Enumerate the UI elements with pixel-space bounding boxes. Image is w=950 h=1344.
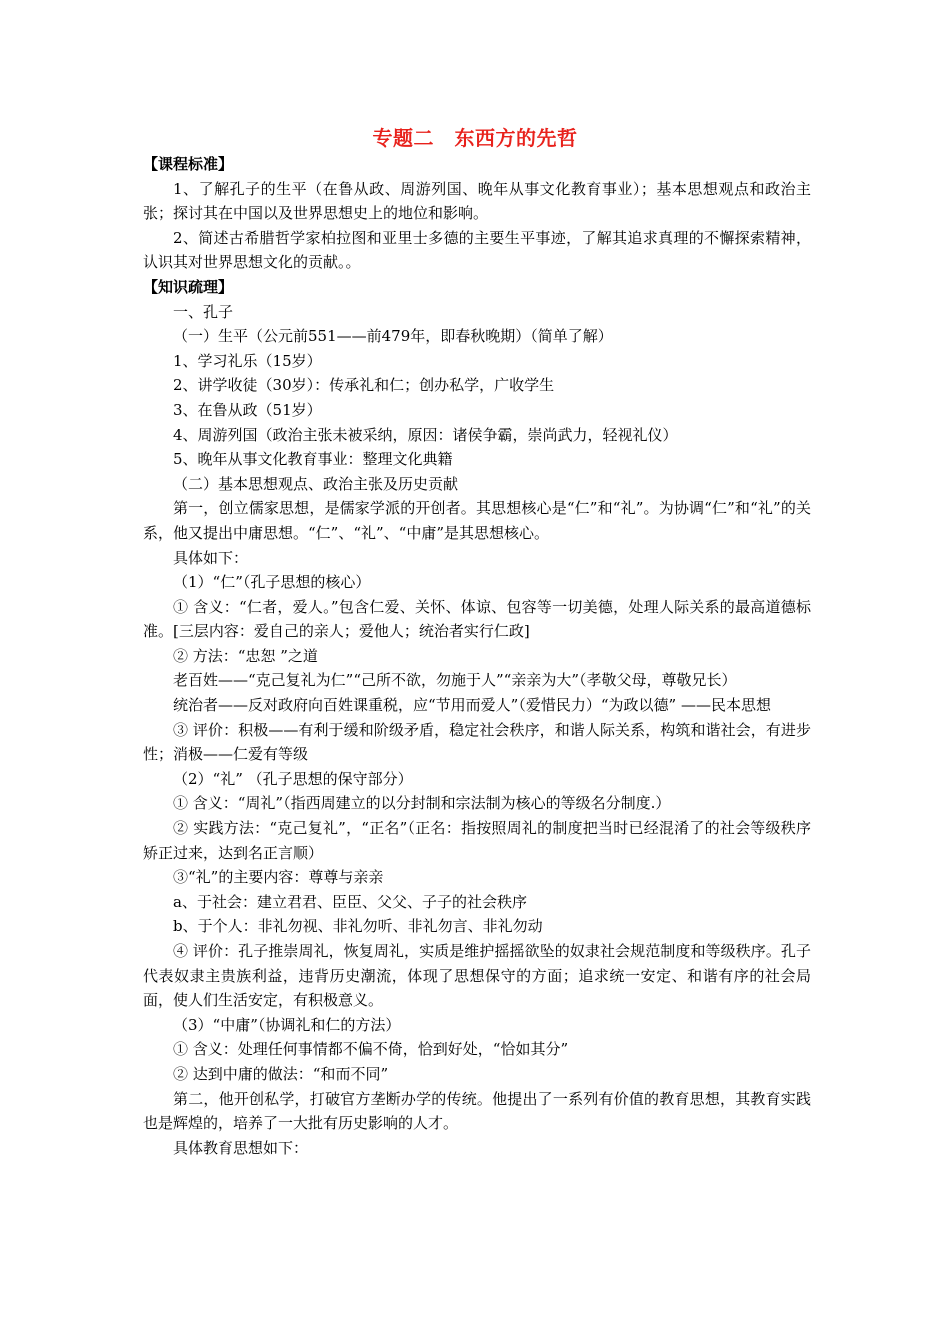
- paragraph: 2、讲学收徒（30岁）：传承礼和仁；创办私学，广收学生: [173, 376, 555, 395]
- paragraph: （一）生平（公元前551——前479年，即春秋晚期）（简单了解）: [173, 327, 613, 346]
- paragraph: ① 含义：“仁者，爱人。”包含仁爱、关怀、体谅、包容等一切美德，处理人际关系的最高道德标准。[三层内容：爱自己的亲人；爱他人；统治者实行仁政]: [143, 597, 811, 641]
- paragraph: ③“礼”的主要内容：尊尊与亲亲: [173, 868, 384, 887]
- paragraph: ① 含义：处理任何事情都不偏不倚，恰到好处，“恰如其分”: [173, 1040, 569, 1059]
- paragraph: 具体教育思想如下：: [173, 1138, 309, 1157]
- paragraph: 1、了解孔子的生平（在鲁从政、周游列国、晚年从事文化教育事业）；基本思想观点和政治主张；探讨其在中国以及世界思想史上的地位和影响。: [143, 179, 811, 223]
- paragraph: 2、简述古希腊哲学家柏拉图和亚里士多德的主要生平事迹，了解其追求真理的不懈探索精神，认识其对世界思想文化的贡献。。: [143, 228, 811, 272]
- paragraph: （1）“仁”（孔子思想的核心）: [173, 573, 371, 592]
- paragraph: b、于个人：非礼勿视、非礼勿听、非礼勿言、非礼勿动: [173, 917, 543, 936]
- paragraph: 5、晚年从事文化教育事业：整理文化典籍: [173, 450, 453, 469]
- paragraph: 1、学习礼乐（15岁）: [173, 351, 322, 370]
- paragraph: a、于社会：建立君君、臣臣、父父、子子的社会秩序: [173, 892, 527, 911]
- section-heading: 【课程标准】: [143, 155, 234, 173]
- paragraph: 第二，他开创私学，打破官方垄断办学的传统。他提出了一系列有价值的教育思想，其教育实践也是辉煌的，培养了一大批有历史影响的人才。: [143, 1089, 811, 1133]
- paragraph: （二）基本思想观点、政治主张及历史贡献: [173, 474, 459, 493]
- paragraph: 3、在鲁从政（51岁）: [173, 400, 322, 419]
- paragraph: ① 含义：“周礼”（指西周建立的以分封制和宗法制为核心的等级名分制度.）: [173, 794, 671, 813]
- paragraph: 老百姓——“克己复礼为仁”“己所不欲，勿施于人”“亲亲为大”（孝敬父母，尊敬兄长）: [173, 671, 737, 690]
- section-heading: 【知识疏理】: [143, 277, 234, 296]
- paragraph: 一、孔子: [173, 302, 234, 321]
- document-body: [143, 152, 811, 1160]
- document-title: 专题二 东西方的先哲: [372, 126, 578, 150]
- paragraph: 统治者——反对政府向百姓课重税，应“节用而爱人”（爱惜民力）“为政以德” ——民本思想: [173, 696, 771, 715]
- paragraph: 4、周游列国（政治主张未被采纳，原因：诸侯争霸，崇尚武力，轻视礼仪）: [173, 425, 678, 444]
- paragraph: （3）“中庸”（协调礼和仁的方法）: [173, 1015, 401, 1034]
- paragraph: ② 方法：“忠恕 ”之道: [173, 646, 318, 665]
- paragraph: 具体如下：: [173, 548, 249, 567]
- paragraph: ② 实践方法：“克己复礼”，“正名”（正名：指按照周礼的制度把当时已经混淆了的社会等级秩序矫正过来，达到名正言顺）: [143, 819, 811, 862]
- paragraph: （2）“礼” （孔子思想的保守部分）: [173, 769, 413, 788]
- paragraph: ② 达到中庸的做法：“和而不同”: [173, 1064, 389, 1083]
- paragraph: 第一，创立儒家思想，是儒家学派的开创者。其思想核心是“仁”和“礼”。为协调“仁”和“礼”的关系，他又提出中庸思想。“仁”、“礼”、“中庸”是其思想核心。: [143, 499, 811, 542]
- paragraph: ③ 评价：积极——有利于缓和阶级矛盾，稳定社会秩序，和谐人际关系，构筑和谐社会，有进步性；消极——仁爱有等级: [143, 720, 811, 764]
- paragraph: ④ 评价：孔子推崇周礼，恢复周礼，实质是维护摇摇欲坠的奴隶社会规范制度和等级秩序。孔子代表奴隶主贵族利益，违背历史潮流，体现了思想保守的方面；追求统一安定、和谐有序的社会局面，使人们生活安定，有积极意义。: [143, 942, 811, 1010]
